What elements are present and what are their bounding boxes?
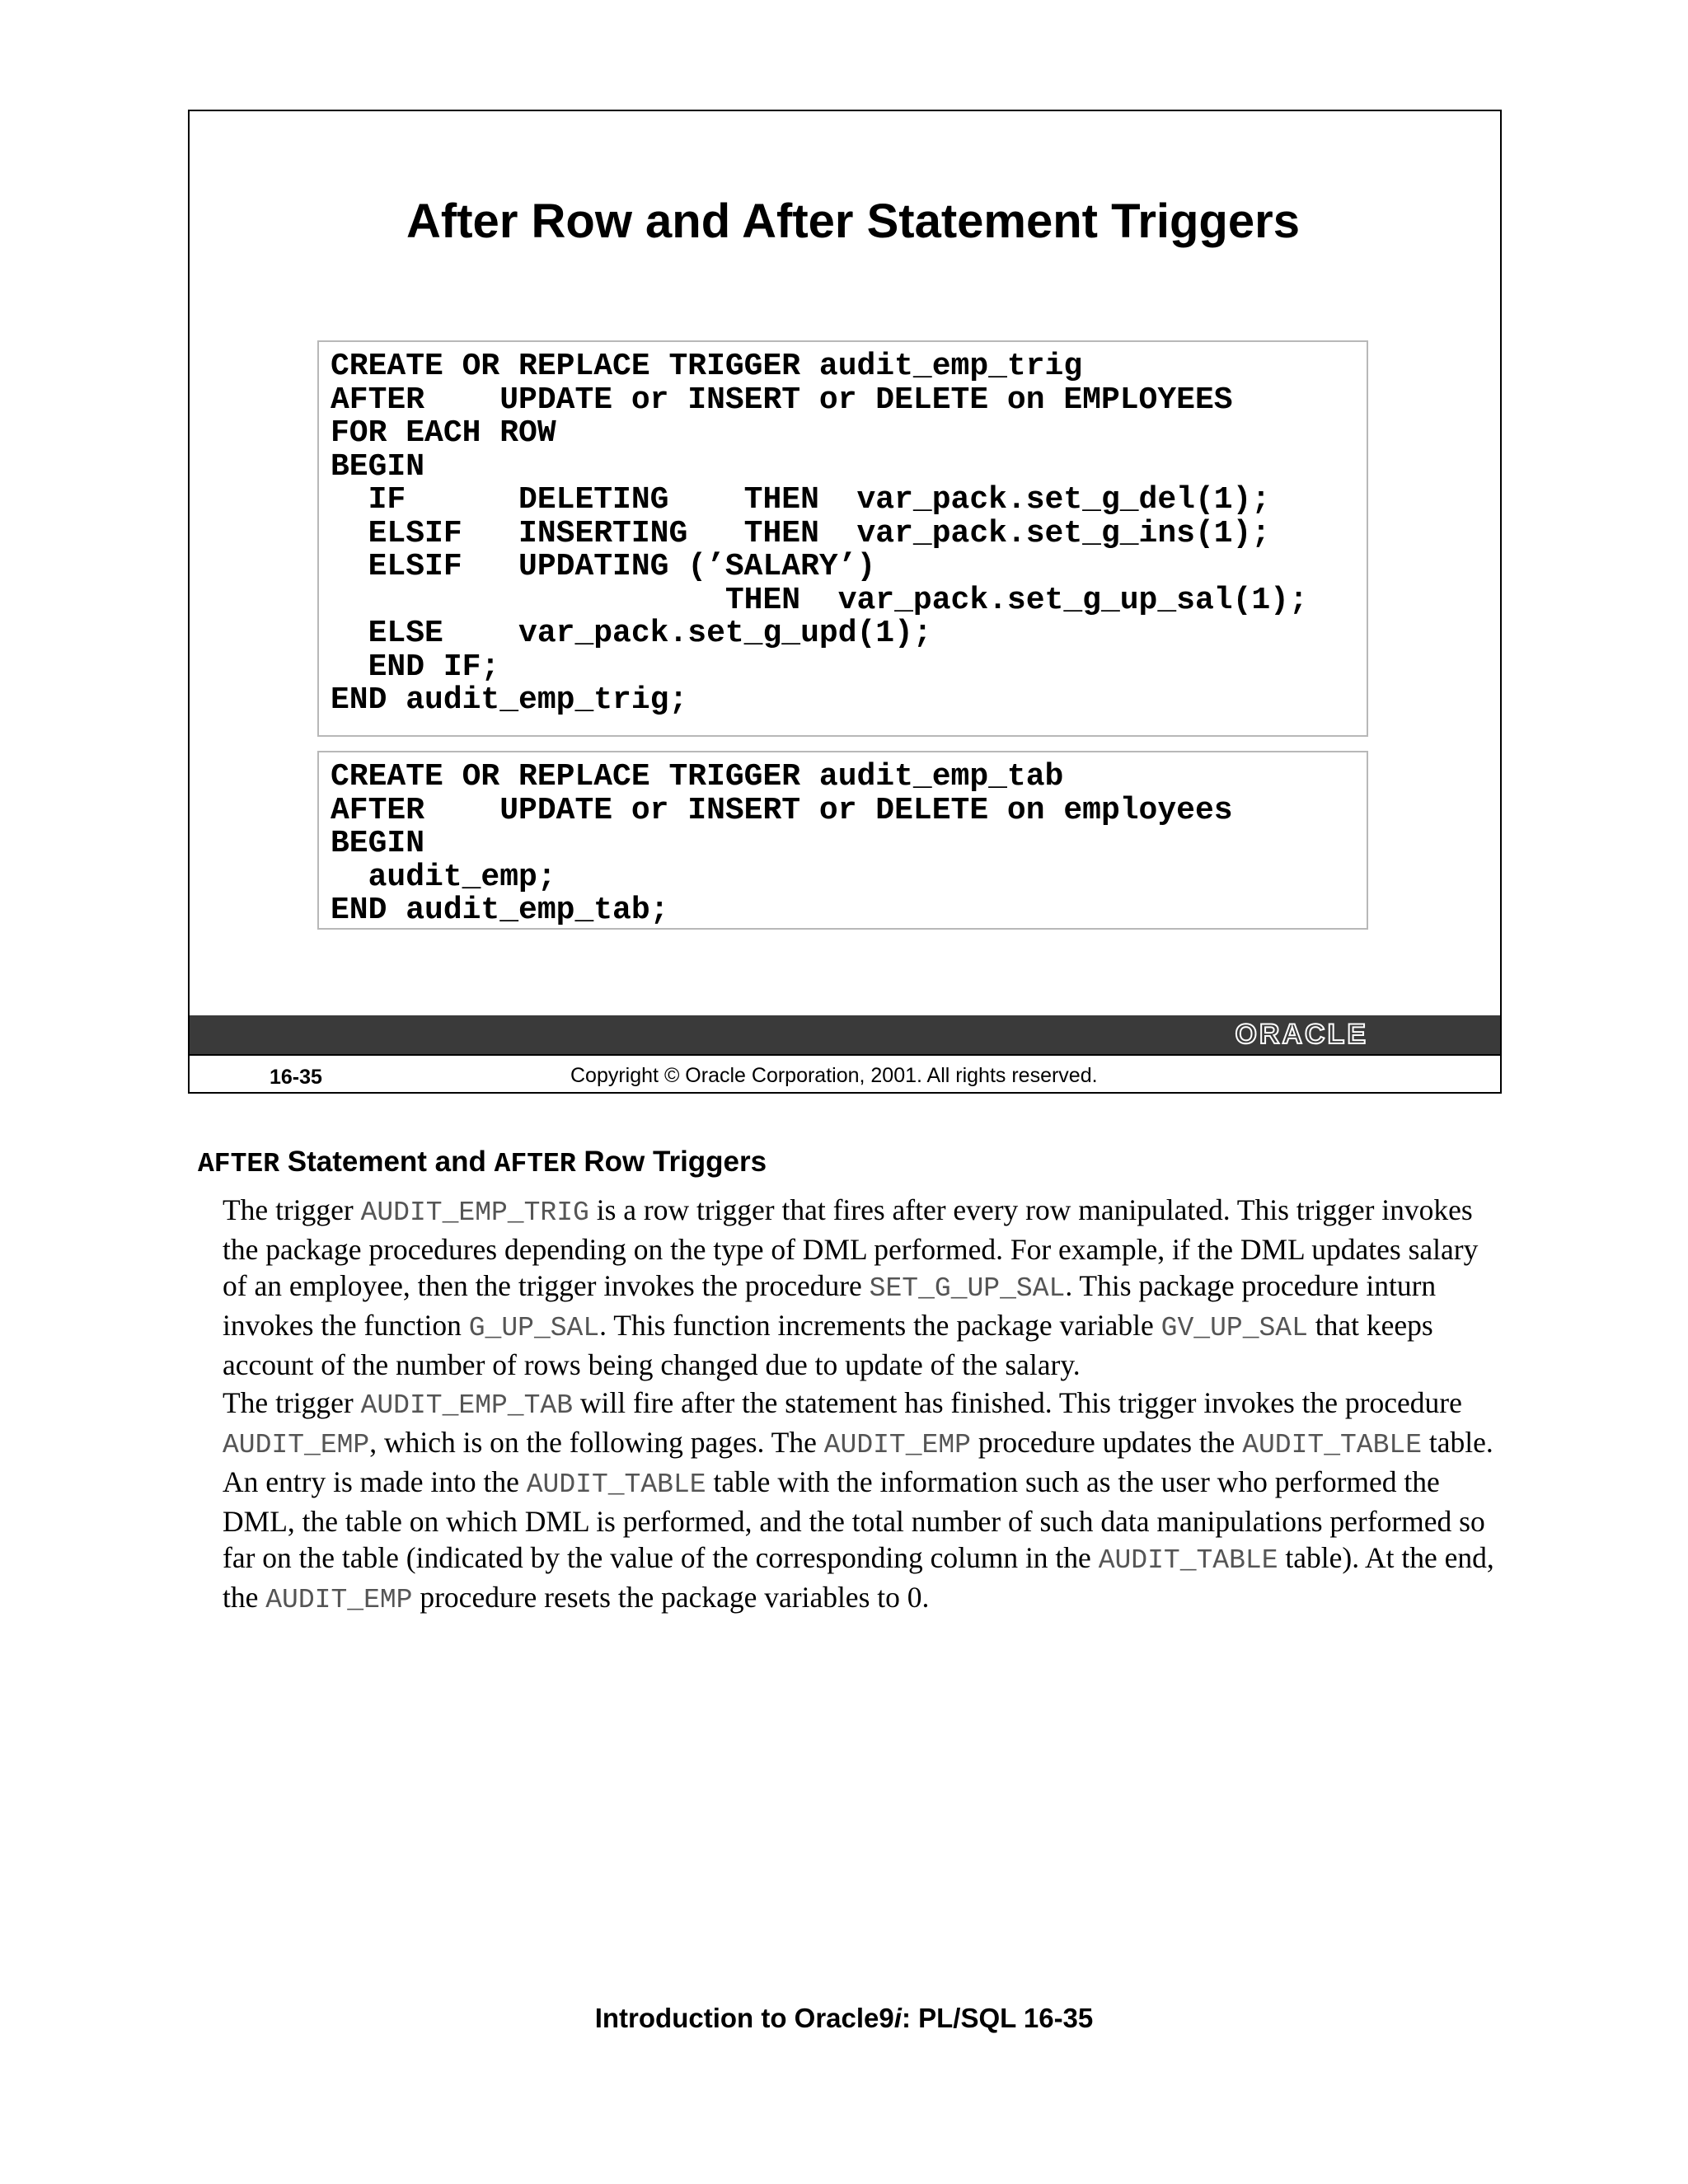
text: table. An entry is made into the	[223, 1426, 1493, 1498]
slide-frame	[188, 110, 1502, 1094]
heading-text: Statement and	[279, 1146, 495, 1178]
slide-number: 16-35	[270, 1066, 322, 1089]
text: that keeps account of the number of rows being changed due to update of the salary.	[223, 1309, 1433, 1381]
text: procedure updates the	[970, 1426, 1243, 1459]
text: will fire after the statement has finished. This trigger invokes the procedure	[573, 1386, 1462, 1419]
footer-text: Introduction to Oracle9	[594, 2003, 894, 2033]
code-term: SET_G_UP_SAL	[869, 1273, 1066, 1304]
text: is a row trigger that fires after every row manipulated. This trigger invokes the package procedures depending on the type of DML performed. For example, if the DML updates salary of an employee, then the trigger invokes the procedure	[223, 1193, 1479, 1302]
code-line: AFTER UPDATE or INSERT or DELETE on EMPLOYEES	[331, 382, 1233, 418]
code-term: GV_UP_SAL	[1160, 1313, 1308, 1343]
code-term: AUDIT_EMP	[265, 1585, 413, 1615]
text: procedure resets the package variables to 0.	[412, 1581, 930, 1614]
code-line: FOR EACH ROW	[331, 415, 556, 451]
footer-text: : PL/SQL 16-35	[901, 2003, 1094, 2033]
code-line: BEGIN	[331, 826, 425, 861]
code-term: AUDIT_TABLE	[526, 1469, 706, 1500]
text: The trigger	[223, 1386, 361, 1419]
code-line: CREATE OR REPLACE TRIGGER audit_emp_tab	[331, 759, 1064, 794]
keyword: AFTER	[494, 1149, 576, 1179]
page-footer	[0, 2003, 1688, 2034]
oracle-logo: ORACLE	[1235, 1019, 1368, 1050]
text: table with the information such as the user who performed the DML, the table on which DML is performed, and the total number of such data manipulations performed so far on the table (indicated by the value of the corresponding column in the	[223, 1465, 1485, 1574]
slide-footer	[190, 1054, 1500, 1094]
copyright-notice: Copyright © Oracle Corporation, 2001. All rights reserved.	[570, 1064, 1098, 1087]
code-term: AUDIT_EMP_TAB	[360, 1390, 574, 1421]
code-line: ELSIF UPDATING (’SALARY’)	[331, 549, 876, 584]
code-block-statement-trigger	[317, 751, 1368, 930]
code-line: CREATE OR REPLACE TRIGGER audit_emp_trig	[331, 349, 1083, 384]
code-line: ELSIF INSERTING THEN var_pack.set_g_ins(1);	[331, 515, 1271, 551]
oracle-brand-bar	[190, 1015, 1500, 1054]
code-line: IF DELETING THEN var_pack.set_g_del(1);	[331, 482, 1271, 518]
text: . This package procedure inturn invokes the function	[223, 1269, 1437, 1342]
code-line: BEGIN	[331, 448, 425, 485]
notes-paragraph-row-trigger	[223, 1192, 1508, 1383]
footer-italic: i	[893, 2003, 902, 2033]
code-line: ELSE var_pack.set_g_upd(1);	[331, 616, 932, 651]
notes-paragraph-statement-trigger	[223, 1385, 1508, 1619]
code-line: AFTER UPDATE or INSERT or DELETE on employees	[331, 792, 1233, 828]
code-term: AUDIT_EMP	[223, 1430, 370, 1460]
keyword: AFTER	[198, 1149, 280, 1179]
code-line: THEN var_pack.set_g_up_sal(1);	[331, 582, 1308, 618]
code-line: END audit_emp_trig;	[331, 682, 688, 718]
text: , which is on the following pages. The	[369, 1426, 824, 1459]
code-term: G_UP_SAL	[468, 1313, 600, 1343]
code-line: END IF;	[331, 649, 500, 685]
code-term: AUDIT_TABLE	[1242, 1430, 1423, 1460]
code-term: AUDIT_EMP_TRIG	[360, 1197, 589, 1228]
code-block-row-trigger	[317, 340, 1368, 737]
code-term: AUDIT_TABLE	[1098, 1545, 1278, 1576]
text: . This function increments the package variable	[599, 1309, 1161, 1342]
heading-text: Row Triggers	[575, 1146, 767, 1178]
text: The trigger	[223, 1193, 361, 1226]
text: table). At the end, the	[223, 1541, 1494, 1614]
code-line: audit_emp;	[331, 859, 556, 895]
code-term: AUDIT_EMP	[823, 1430, 971, 1460]
slide-title: After Row and After Statement Triggers	[406, 194, 1300, 248]
code-line: END audit_emp_tab;	[331, 893, 669, 928]
notes-heading	[198, 1146, 767, 1179]
